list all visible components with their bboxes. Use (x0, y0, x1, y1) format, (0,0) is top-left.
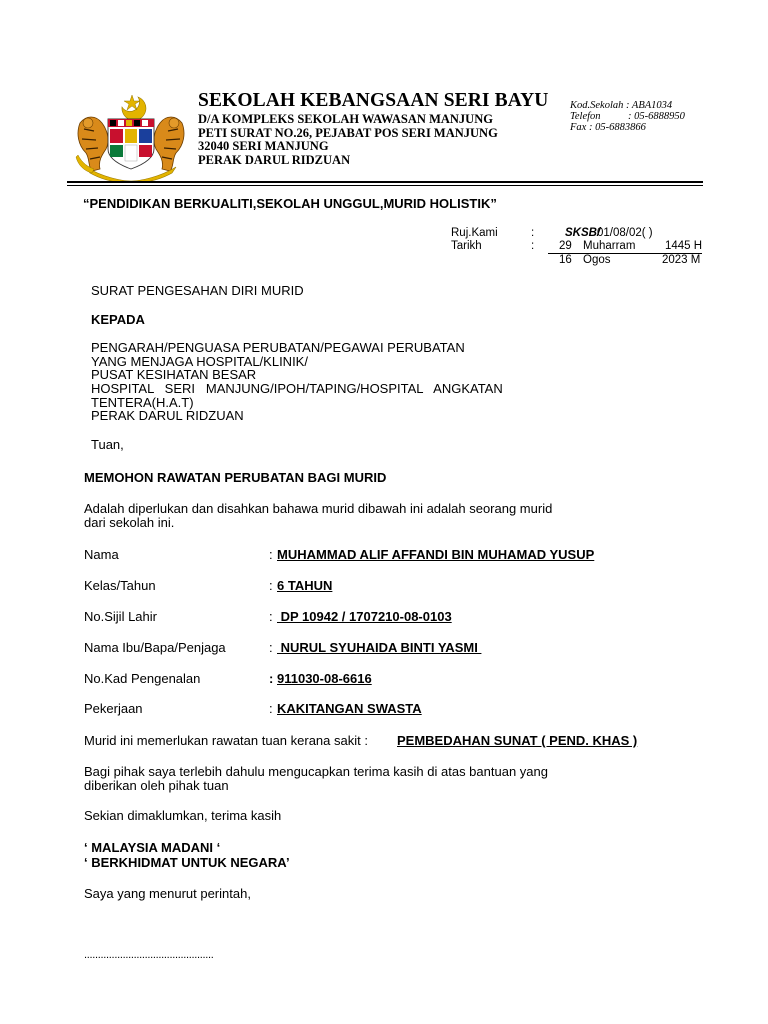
school-name: SEKOLAH KEBANGSAAN SERI BAYU (198, 90, 549, 111)
greg-day: 16 (559, 254, 572, 266)
thanks-line-2: diberikan oleh pihak tuan (84, 778, 229, 793)
hijri-day: 29 (559, 240, 572, 252)
field-colon: : (269, 578, 273, 593)
sign-off: Saya yang menurut perintah, (84, 886, 251, 901)
hijri-month: Muharram (583, 240, 636, 252)
field-colon: : (269, 609, 273, 624)
header-divider-thin (67, 185, 703, 186)
recipient-line-3: PUSAT KESIHATAN BESAR (91, 367, 257, 382)
ruj-colon: : (531, 227, 535, 239)
field-value-kelas: 6 TAHUN (277, 578, 333, 593)
recipient-line-6: PERAK DARUL RIDZUAN (91, 408, 244, 423)
field-colon: : (269, 640, 273, 655)
field-value-pekerjaan: KAKITANGAN SWASTA (277, 701, 422, 716)
field-label-kelas: Kelas/Tahun (84, 578, 156, 593)
field-label-pekerjaan: Pekerjaan (84, 701, 143, 716)
field-value-nama: MUHAMMAD ALIF AFFANDI BIN MUHAMAD YUSUP (277, 547, 595, 562)
coat-of-arms-logo (72, 93, 190, 183)
recipient-line-4: HOSPITAL SERI MANJUNG/IPOH/TAPING/HOSPITAL ANGKATAN (91, 381, 503, 396)
salutation: Tuan, (91, 437, 124, 452)
field-value-kad-pengenalan: 911030-08-6616 (277, 671, 372, 686)
school-motto: “PENDIDIKAN BERKUALITI,SEKOLAH UNGGUL,MURID HOLISTIK” (83, 196, 497, 211)
hijri-year: 1445 H (665, 240, 703, 252)
greg-month: Ogos (583, 254, 611, 266)
field-label-penjaga: Nama Ibu/Bapa/Penjaga (84, 640, 226, 655)
ruj-code: SKSB/ (565, 227, 601, 239)
school-address-line-2: PETI SURAT NO.26, PEJABAT POS SERI MANJUNG (198, 126, 498, 140)
field-label-kad-pengenalan: No.Kad Pengenalan (84, 671, 201, 686)
school-address-line-3: 32040 SERI MANJUNG (198, 139, 329, 153)
field-label-sijil-lahir: No.Sijil Lahir (84, 609, 157, 624)
ruj-label: Ruj.Kami (451, 227, 498, 239)
recipient-line-5: TENTERA(H.A.T) (91, 395, 194, 410)
school-address-line-4: PERAK DARUL RIDZUAN (198, 153, 351, 167)
fax-number: Fax : 05-6883866 (570, 122, 646, 133)
signature-line: ............................................... (84, 949, 214, 961)
coat-of-arms-icon (72, 93, 190, 183)
intro-line-1: Adalah diperlukan dan disahkan bahawa murid dibawah ini adalah seorang murid (84, 501, 553, 516)
field-value-penjaga: NURUL SYUHAIDA BINTI YASMI (277, 640, 482, 655)
recipient-line-1: PENGARAH/PENGUASA PERUBATAN/PEGAWAI PERUBATAN (91, 340, 465, 355)
school-address-line-1: D/A KOMPLEKS SEKOLAH WAWASAN MANJUNG (198, 112, 493, 126)
sakit-value: PEMBEDAHAN SUNAT ( PEND. KHAS ) (397, 733, 638, 748)
field-colon: : (269, 547, 273, 562)
letter-heading: MEMOHON RAWATAN PERUBATAN BAGI MURID (84, 470, 387, 485)
greg-year: 2023 M (662, 254, 701, 266)
closing-line: Sekian dimaklumkan, terima kasih (84, 808, 282, 823)
school-code: Kod.Sekolah : ABA1034 (570, 100, 673, 111)
field-value-sijil-lahir: DP 10942 / 1707210-08-0103 (277, 609, 452, 624)
ruj-number: 01/08/02( ) (597, 227, 653, 239)
intro-line-2: dari sekolah ini. (84, 515, 175, 530)
field-label-nama: Nama (84, 547, 119, 562)
tarikh-label: Tarikh (451, 240, 482, 252)
field-colon: : (269, 671, 274, 686)
sakit-label: Murid ini memerlukan rawatan tuan kerana sakit : (84, 733, 368, 748)
slogan-malaysia-madani: ‘ MALAYSIA MADANI ‘ (84, 840, 221, 855)
header-divider-thick (67, 181, 703, 183)
slogan-berkhidmat: ‘ BERKHIDMAT UNTUK NEGARA’ (84, 855, 290, 870)
telefon-value: : 05-6888950 (628, 111, 685, 122)
recipient-line-2: YANG MENJAGA HOSPITAL/KLINIK/ (91, 354, 308, 369)
telefon-label: Telefon (570, 111, 601, 122)
kepada-label: KEPADA (91, 312, 145, 327)
field-colon: : (269, 701, 273, 716)
letter-title: SURAT PENGESAHAN DIRI MURID (91, 283, 304, 298)
thanks-line-1: Bagi pihak saya terlebih dahulu mengucapkan terima kasih di atas bantuan yang (84, 764, 548, 779)
tarikh-colon: : (531, 240, 535, 252)
